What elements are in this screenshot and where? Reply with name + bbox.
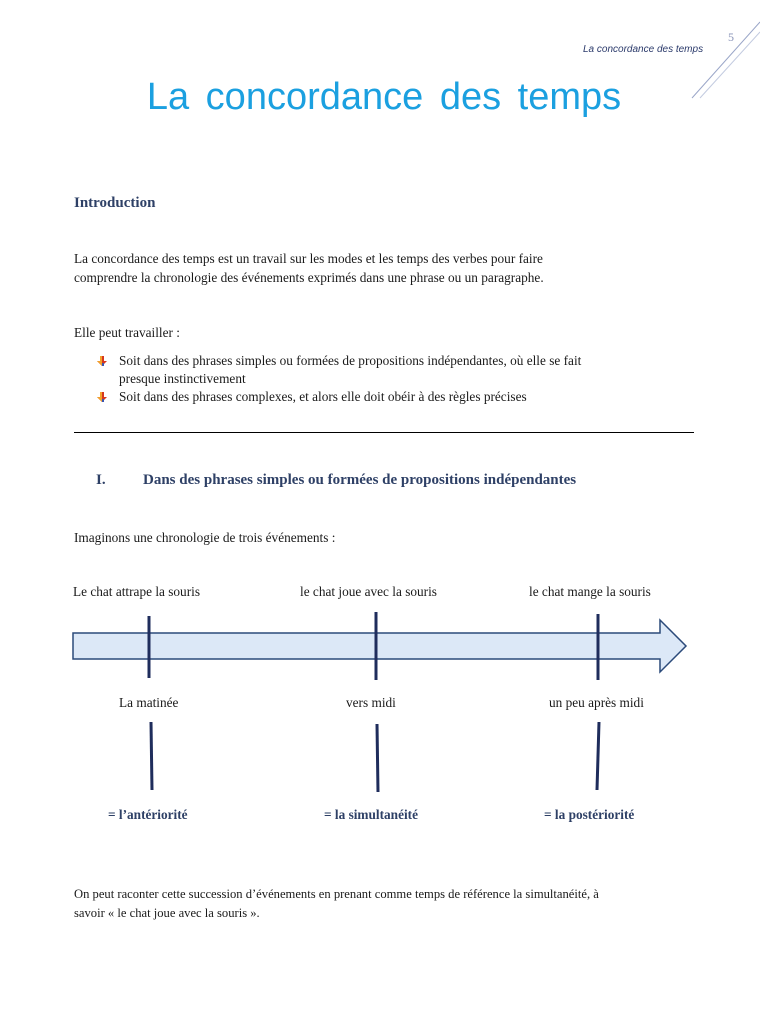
conclusion-line-1: On peut raconter cette succession d’événements en prenant comme temps de référence la simultanéité, à [74,887,599,901]
running-header: La concordance des temps [583,44,704,55]
section-heading: Dans des phrases simples ou formées de propositions indépendantes [143,472,577,488]
intro-heading: Introduction [74,195,156,211]
time-label-3: un peu après midi [549,695,644,710]
result-label-1: = l’antériorité [108,807,188,822]
section-number: I. [96,472,106,488]
timeline-arrow [73,620,686,672]
event-label-3: le chat mange la souris [529,584,651,599]
bullet-text: Soit dans des phrases simples ou formées de propositions indépendantes, où elle se fait [119,353,582,368]
event-label-1: Le chat attrape la souris [73,584,201,599]
time-label-2: vers midi [346,695,396,710]
bullet-text: Soit dans des phrases complexes, et alors elle doit obéir à des règles précises [119,389,527,404]
list-item [96,388,696,406]
section-lead: Imaginons une chronologie de trois événements : [74,530,336,545]
result-label-3: = la postériorité [544,807,635,822]
list-item [96,352,696,388]
conclusion-line-2: savoir « le chat joue avec la souris ». [74,906,260,920]
connector-line-1 [151,722,152,790]
page-title: La concordance des temps [146,76,622,118]
section-divider [74,432,694,433]
connector-line-2 [377,724,378,792]
connector-line-3 [597,722,599,790]
bullet-text: presque instinctivement [119,371,246,386]
timeline-diagram [72,612,692,812]
time-label-1: La matinée [119,695,179,710]
intro-paragraph-line-2: comprendre la chronologie des événements exprimés dans une phrase ou un paragraphe. [74,270,544,285]
arrow-bullet-icon [96,355,108,367]
page-number: 5 [728,30,734,44]
intro-lead: Elle peut travailler : [74,325,180,340]
intro-paragraph-line-1: La concordance des temps est un travail sur les modes et les temps des verbes pour faire [74,251,543,266]
arrow-bullet-icon [96,391,108,403]
intro-bullet-list [96,352,696,406]
event-label-2: le chat joue avec la souris [300,584,437,599]
result-label-2: = la simultanéité [324,807,419,822]
